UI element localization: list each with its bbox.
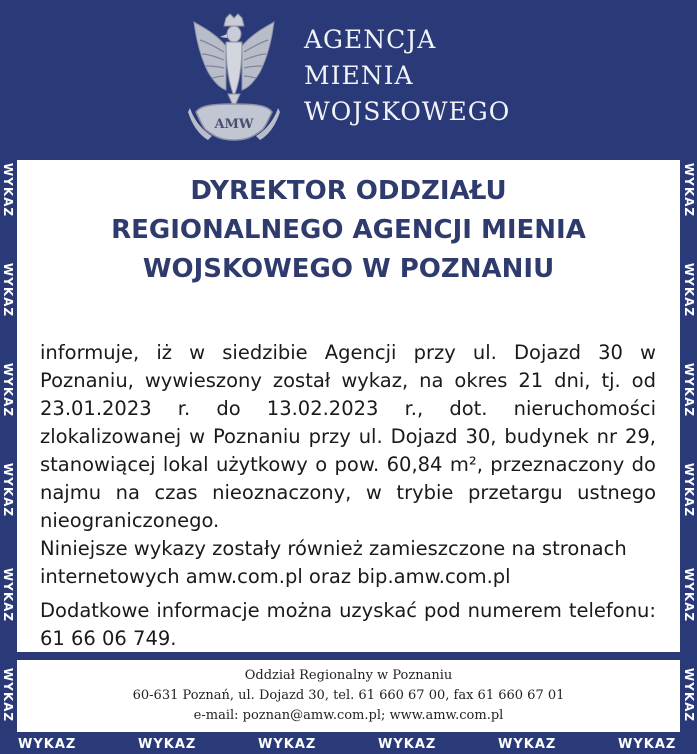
side-label-right: WYKAZ: [682, 567, 696, 623]
side-label-left: WYKAZ: [1, 667, 15, 723]
side-label-left: WYKAZ: [1, 262, 15, 318]
notice-title-line3: WOJSKOWEGO W POZNANIU: [142, 254, 555, 284]
org-name-line2: MIENIA: [304, 61, 414, 90]
footer: [17, 660, 680, 732]
header: [0, 0, 697, 160]
side-label-left: WYKAZ: [1, 362, 15, 418]
side-label-right: WYKAZ: [682, 262, 696, 318]
bottom-label: WYKAZ: [258, 737, 317, 752]
footer-contact: e-mail: poznan@amw.com.pl; www.amw.com.pl: [193, 708, 504, 723]
side-label-left: WYKAZ: [1, 162, 15, 218]
notice-body: [40, 339, 656, 653]
side-label-right: WYKAZ: [682, 362, 696, 418]
notice-title-line1: DYREKTOR ODDZIAŁU: [190, 176, 507, 206]
organization-name: [304, 22, 510, 130]
emblem-text: AMW: [214, 117, 254, 132]
bottom-label: WYKAZ: [378, 737, 437, 752]
bottom-label: WYKAZ: [618, 737, 677, 752]
notice-title-line2: REGIONALNEGO AGENCJI MIENIA: [111, 215, 586, 245]
side-label-left: WYKAZ: [1, 462, 15, 518]
notice-paragraph-3: Dodatkowe informacje można uzyskać pod numerem telefonu: 61 66 06 749.: [40, 599, 656, 650]
footer-office-name: Oddział Regionalny w Poznaniu: [244, 668, 453, 683]
side-label-right: WYKAZ: [682, 667, 696, 723]
side-label-right: WYKAZ: [682, 462, 696, 518]
eagle-emblem-icon: [186, 12, 282, 150]
org-name-line3: WOJSKOWEGO: [304, 97, 511, 126]
side-label-left: WYKAZ: [1, 567, 15, 623]
notice-paragraph-1: informuje, iż w siedzibie Agencji przy ul. Dojazd 30 w Poznaniu, wywieszony został wykaz, na okres 21 dni, tj. od 23.01.2023 r. do 13.02.2023 r., dot. nieruchomości zlokalizowanej w Poznaniu przy ul. Dojazd 30, budynek nr 29, stanowiącej lokal użytkowy o pow. 60,84 m², przeznaczony do najmu na czas nieoznaczony, w trybie przetargu ustnego nieograniczonego.: [40, 341, 656, 532]
notice-paragraph-2: Niniejsze wykazy zostały również zamieszczone na stronach internetowych amw.com.pl oraz bip.amw.com.pl: [40, 537, 627, 588]
footer-address: 60-631 Poznań, ul. Dojazd 30, tel. 61 660 67 00, fax 61 660 67 01: [132, 688, 565, 703]
notice-title: [17, 172, 680, 289]
bottom-label: WYKAZ: [18, 737, 77, 752]
org-name-line1: AGENCJA: [304, 25, 437, 54]
bottom-label: WYKAZ: [498, 737, 557, 752]
side-label-right: WYKAZ: [682, 162, 696, 218]
bottom-label: WYKAZ: [138, 737, 197, 752]
